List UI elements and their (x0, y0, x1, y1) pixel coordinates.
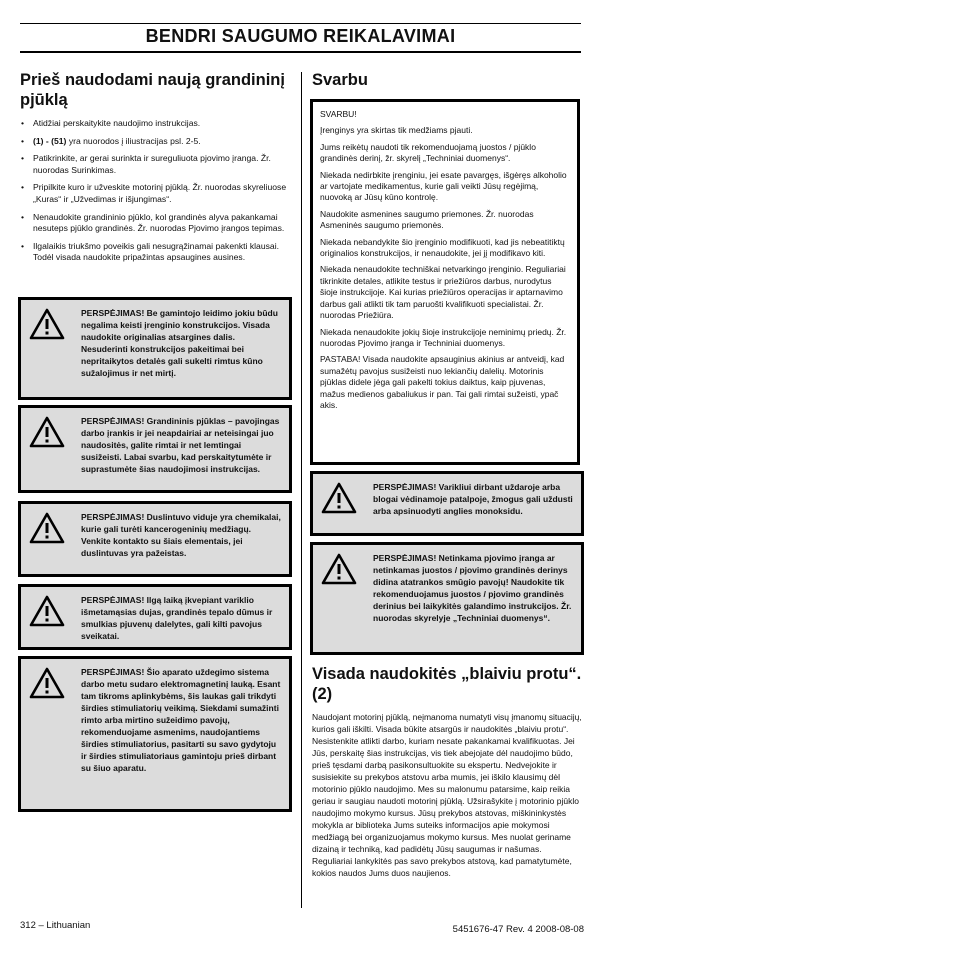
bullet-item: • Atidžiai perskaitykite naudojimo instrukcijas. (20, 118, 288, 130)
warning-text: PERSPĖJIMAS! Duslintuvo viduje yra chemikalai, kurie gali turėti kancerogeninių medžiagų. Venkite kontakto su šiais elementais, jei duslintuvas yra pažeistas. (81, 512, 281, 558)
warning-box (18, 405, 292, 493)
warning-box (18, 501, 292, 577)
warning-triangle-icon (29, 595, 65, 627)
warning-box (310, 542, 584, 655)
warning-text: PERSPĖJIMAS! Šio aparato uždegimo sistema darbo metu sudaro elektromagnetinį lauką. Esant tam tikroms aplinkybėms, šis laukas gali trikdyti širdies stimuliatorių veikimą. Siekdami sumažinti rimto arba mirtino sužeidimo pavojų, rekomenduojame asmenims, naudojantiems širdies stimuliatorius, pasitarti su savo gydytoju ir širdies stimuliatoriaus gamintoju prieš dirbant su šiuo aparatu. (81, 667, 281, 773)
warning-text: PERSPĖJIMAS! Grandininis pjūklas – pavojingas darbo įrankis ir jei neapdairiai ar neteisingai juo naudositės, galite rimtai ir net lemtingai susižeisti. Labai svarbu, kad perskaitytumėte ir suprastumėte šias naudojimosi instrukcijas. (81, 416, 280, 474)
warning-box (18, 656, 292, 812)
warning-triangle-icon (29, 512, 65, 544)
important-paragraph: Įrenginys yra skirtas tik medžiams pjauti. (320, 125, 473, 136)
bullet-item: • (1) - (51) yra nuorodos į iliustracijas psl. 2-5. (20, 136, 288, 148)
common-sense-heading-wrap (312, 664, 584, 704)
document-code: 5451676-47 Rev. 4 2008-08-08 (452, 924, 584, 935)
intro-bullet-list (20, 118, 288, 270)
warning-triangle-icon (321, 482, 357, 514)
important-paragraph: Naudokite asmenines saugumo priemones. Žr. nuorodas Asmeninės saugumo priemonės. (320, 208, 534, 231)
important-paragraph: Niekada nenaudokite techniškai netvarkingo įrenginio. Reguliariai tikrinkite detales, atlikite testus ir priežiūros darbus, nurodytus šioje instrukcijoje. Kai kurias priežiūros operacijas ir aptarnavimo darbus gali atlikti tik tam paruošti kvalifikuoti specialistai. Žr. nuorodas Priežiūra. (320, 264, 566, 321)
header-rule-bottom (20, 51, 581, 53)
warning-triangle-icon (29, 308, 65, 340)
left-heading: Prieš naudodami naują grandininį pjūklą (20, 71, 285, 109)
important-paragraph: SVARBU! (320, 109, 357, 119)
page-title: BENDRI SAUGUMO REIKALAVIMAI (145, 26, 456, 46)
warning-text: PERSPĖJIMAS! Netinkama pjovimo įranga ar netinkamas juostos / pjovimo grandinės derinys didina atatrankos smūgio pavojų! Naudokite tik rekomenduojamus juostos / pjovimo grandinės derinius bei laikykitės galandimo instrukcijos. Žr. nuorodas skyrelyje „Techniniai duomenys“. (373, 553, 572, 623)
important-paragraph: Jums reikėtų naudoti tik rekomenduojamą juostos / pjūklo grandinės derinį, žr. skyrelį „Techniniai duomenys“. (320, 141, 536, 164)
warning-triangle-icon (29, 416, 65, 448)
bullet-item: • Patikrinkite, ar gerai surinkta ir sureguliuota pjovimo įranga. Žr. nuorodas Surinkimas. (20, 153, 288, 176)
warning-text: PERSPĖJIMAS! Ilgą laiką įkvepiant variklio išmetamąsias dujas, grandinės tepalo dūmus ir smulkias pjuvenų dalelytes, gali kilti pavojus sveikatai. (81, 595, 273, 641)
important-paragraph: PASTABA! Visada naudokite apsauginius akinius ar antveidį, kad sumažėtų pavojus susižeisti nuo lekiančių dalelių. Motorinis pjūklas didele jėga gali pakelti tokius daiktus, kaip pjuvenas, mažus medienos gabaliukus ir pan. Tai gali rimtai sužeisti, ypač akis. (320, 354, 565, 410)
warning-triangle-icon (29, 667, 65, 699)
warning-triangle-icon (321, 553, 357, 585)
important-box (310, 99, 580, 465)
important-paragraph: Niekada nedirbkite įrenginiu, jei esate pavargęs, išgėręs alkoholio ar vartojate medikamentus, kurie gali veikti Jūsų regėjimą, nuovoką ar Jūsų kūno kontrolę. (320, 169, 567, 203)
warning-box (18, 584, 292, 650)
important-paragraph: Niekada nenaudokite jokių šioje instrukcijoje neminimų priedų. Žr. nuorodas Pjovimo įranga ir Techniniai duomenys. (320, 326, 567, 348)
warning-text: PERSPĖJIMAS! Be gamintojo leidimo jokiu būdu negalima keisti įrenginio konstrukcijos. Visada naudokite originalias atsargines dalis. Nesuderinti konstrukcijos pakeitimai bei nepritaikytos detalės gali sukelti rimtus kūno sužalojimus ir net mirtį. (81, 308, 278, 378)
right-heading-wrap (312, 70, 582, 90)
common-sense-paragraph: Naudojant motorinį pjūklą, neįmanoma numatyti visų įmanomų situacijų, kurios gali iškilti. Visada būkite atsargūs ir naudokitės „blaiviu protu“. Nesistenkite atlikti darbo, kuriam nesate pakankamai kvalifikuotas. Jei Jūs, perskaitę šias instrukcijas, vis tiek abejojate dėl naudojimo būdo, prieš tęsdami darbą pasikonsultuokite su ekspertu. Nedvejokite ir susisiekite su prekybos atstovu arba mumis, jei iškilo klausimų dėl motorinio pjūklo naudojimo. Mes su malonumu patarsime, kaip reikia geriau ir saugiau naudoti motorinį pjūklą. Užsirašykite į motorinio pjūklo naudojimo mokymo kursus. Jūsų prekybos atstovas, miškininkystės mokykla ar biblioteka Jums suteiks informacijos apie mokymosi medžiagą bei organizuojamus mokymo kursus. Mes nuolat geriname dizainą ir techniką, kad padidėtų Jūsų saugumas ir našumas. Reguliariai lankykitės pas savo prekybos atstovą, kad pamatytumėte, kokios naudos Jums duos naujienos. (312, 712, 582, 878)
right-heading: Svarbu (312, 71, 368, 89)
column-divider (301, 72, 302, 908)
page-number: 312 – Lithuanian (20, 920, 91, 931)
header-rule-top (20, 23, 581, 24)
warning-text: PERSPĖJIMAS! Varikliui dirbant uždaroje arba blogai vėdinamoje patalpoje, žmogus gali uždusti arba apsinuodyti anglies monoksidu. (373, 482, 573, 516)
bullet-item: • Pripilkite kuro ir užveskite motorinį pjūklą. Žr. nuorodas skyreliuose „Kuras“ ir „Užvedimas ir išjungimas“. (20, 182, 288, 205)
bullet-item: • Nenaudokite grandininio pjūklo, kol grandinės alyva pakankamai nesuteps pjūklo grandinės. Žr. nuorodas Pjovimo įrangos tepimas. (20, 212, 288, 235)
common-sense-heading: Visada naudokitės „blaiviu protu“. (2) (312, 665, 582, 703)
warning-box (310, 471, 584, 536)
left-heading-wrap (20, 70, 290, 110)
important-paragraph: Niekada nebandykite šio įrenginio modifikuoti, kad jis nebeatitiktų originalios konstrukcijos, ir nenaudokite, jei jį modifikavo kiti. (320, 236, 565, 259)
bullet-item: • Ilgalaikis triukšmo poveikis gali nesugrąžinamai pakenkti klausai. Todėl visada naudokite pripažintas apsaugines ausines. (20, 241, 288, 264)
warning-box (18, 297, 292, 400)
